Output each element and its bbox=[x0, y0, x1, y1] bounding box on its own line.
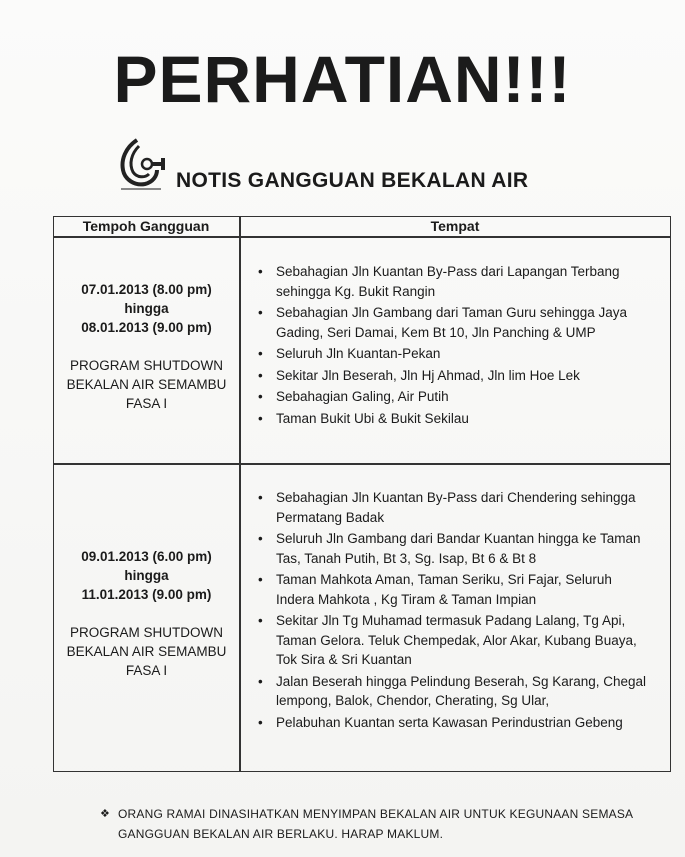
list-item: • Sebahagian Jln Kuantan By-Pass dari Lapangan Terbang sehingga Kg. Bukit Rangin bbox=[276, 262, 646, 301]
list-item: • Taman Bukit Ubi & Bukit Sekilau bbox=[276, 409, 646, 429]
list-item: • Pelabuhan Kuantan serta Kawasan Perindustrian Gebeng bbox=[276, 713, 646, 733]
headline: PERHATIAN!!! bbox=[113, 42, 572, 116]
row-divider bbox=[54, 463, 670, 465]
list-item: • Sekitar Jln Beserah, Jln Hj Ahmad, Jln lim Hoe Lek bbox=[276, 366, 646, 386]
list-item: • Jalan Beserah hingga Pelindung Beserah, Sg Karang, Chegal lempong, Balok, Chendor, Cherating, Sg Ular, bbox=[276, 672, 646, 711]
advisory-note bbox=[100, 804, 640, 844]
list-item: • Seluruh Jln Gambang dari Bandar Kuantan hingga ke Taman Tas, Tanah Putih, Bt 3, Sg. Isap, Bt 6 & Bt 8 bbox=[276, 529, 646, 568]
diamond-bullet-icon: ❖ bbox=[100, 808, 111, 820]
list-item: • Seluruh Jln Kuantan-Pekan bbox=[276, 344, 646, 364]
water-company-logo-icon bbox=[117, 136, 167, 192]
list-item: • Sebahagian Jln Gambang dari Taman Guru sehingga Jaya Gading, Seri Damai, Kem Bt 10, Jln Panching & UMP bbox=[276, 303, 646, 342]
list-item: • Sebahagian Jln Kuantan By-Pass dari Chendering sehingga Permatang Badak bbox=[276, 488, 646, 527]
places-list-1 bbox=[276, 262, 646, 430]
until-label: hingga bbox=[124, 568, 169, 583]
start-datetime: 07.01.2013 (8.00 pm) bbox=[81, 282, 212, 297]
program-name: PROGRAM SHUTDOWN BEKALAN AIR SEMAMBU FASA I bbox=[66, 625, 227, 678]
places-list-2 bbox=[276, 488, 646, 734]
until-label: hingga bbox=[124, 301, 169, 316]
end-datetime: 11.01.2013 (9.00 pm) bbox=[81, 587, 212, 602]
list-item: • Sebahagian Galing, Air Putih bbox=[276, 387, 646, 407]
column-header-period: Tempoh Gangguan bbox=[82, 218, 210, 234]
column-header-places: Tempat bbox=[430, 218, 480, 234]
period-cell-1 bbox=[54, 280, 239, 413]
header-divider bbox=[54, 236, 670, 238]
period-cell-2 bbox=[54, 547, 239, 680]
program-name: PROGRAM SHUTDOWN BEKALAN AIR SEMAMBU FASA I bbox=[66, 358, 227, 411]
advisory-text: ORANG RAMAI DINASIHATKAN MENYIMPAN BEKALAN AIR UNTUK KEGUNAAN SEMASA GANGGUAN BEKALAN AIR BERLAKU. HARAP MAKLUM. bbox=[118, 807, 633, 841]
disruption-table bbox=[53, 216, 671, 772]
end-datetime: 08.01.2013 (9.00 pm) bbox=[81, 320, 212, 335]
notice-title: NOTIS GANGGUAN BEKALAN AIR bbox=[176, 169, 529, 192]
list-item: • Taman Mahkota Aman, Taman Seriku, Sri Fajar, Seluruh Indera Mahkota , Kg Tiram & Taman Impian bbox=[276, 570, 646, 609]
column-divider bbox=[239, 217, 241, 771]
list-item: • Sekitar Jln Tg Muhamad termasuk Padang Lalang, Tg Api, Taman Gelora. Teluk Chempedak, Alor Akar, Kubang Buaya, Tok Sira & Sri Kuantan bbox=[276, 611, 646, 670]
start-datetime: 09.01.2013 (6.00 pm) bbox=[81, 549, 212, 564]
